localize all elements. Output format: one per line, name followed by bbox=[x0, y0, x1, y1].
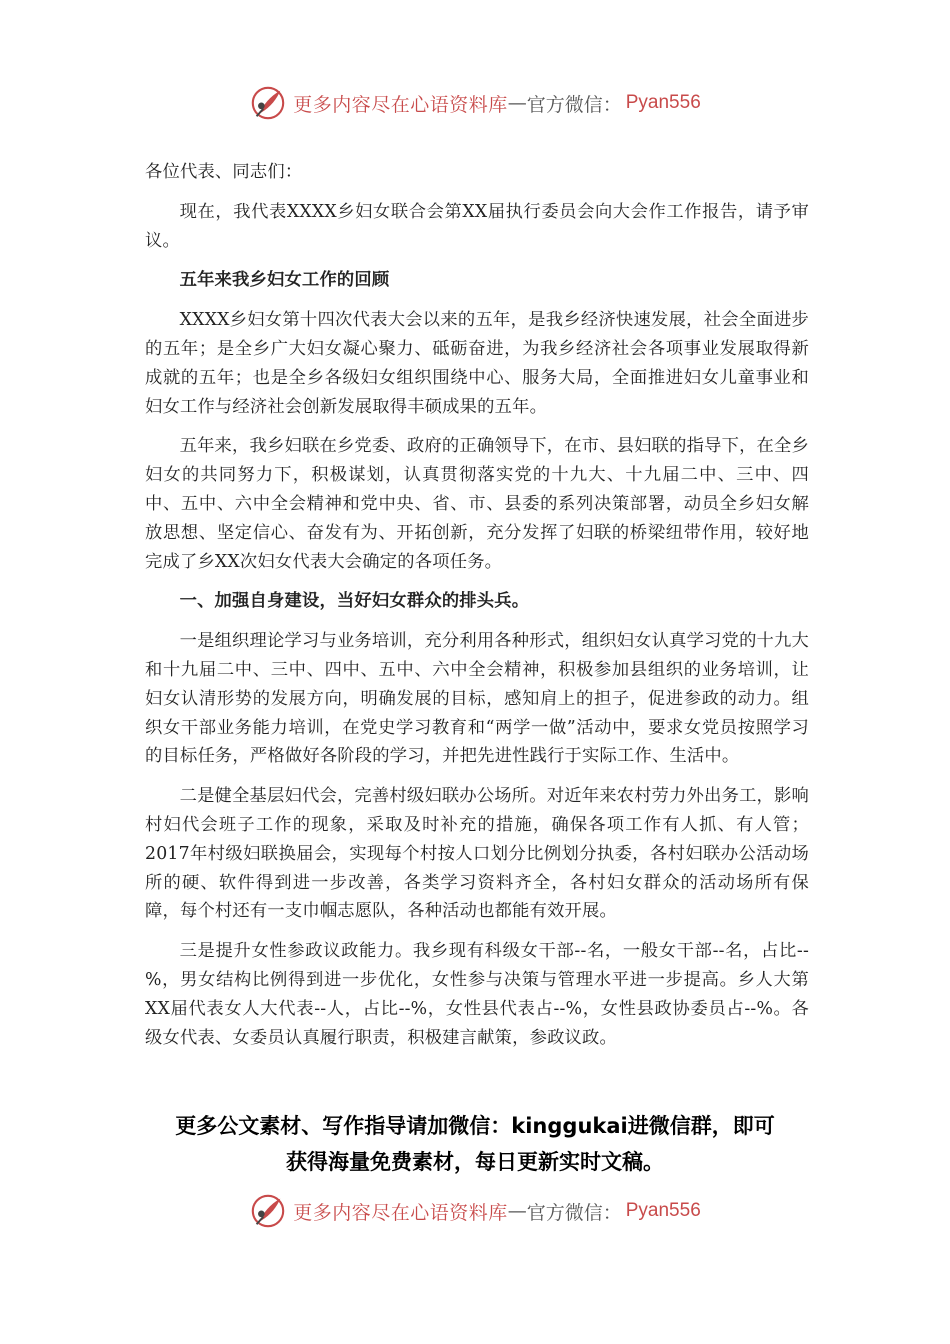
salutation: 各位代表、同志们： bbox=[145, 162, 303, 182]
body-paragraph: XXXX乡妇女第十四次代表大会以来的五年，是我乡经济快速发展，社会全面进步的五年；是全乡广大妇女凝心聚力、砥砺奋进，为我乡经济社会各项事业发展取得新成就的五年；也是全乡各级妇女组织围绕中心、服务大局，全面推进妇女儿童事业和妇女工作与经济社会创新发展取得丰硕成果的五年。 bbox=[145, 310, 809, 417]
footer-banner bbox=[0, 1189, 950, 1233]
banner-separator: — bbox=[507, 92, 527, 114]
section-heading: 五年来我乡妇女工作的回顾 bbox=[179, 270, 390, 291]
body-paragraph: 二是健全基层妇代会，完善村级妇联办公场所。对近年来农村劳力外出务工，影响村妇代会班子工作的现象，采取及时补充的措施，确保各项工作有人抓、有人管；2017年村级妇联换届会，实现每个村按人口划分比例划分执委，各村妇联办公活动场所的硬、软件得到进一步改善，各类学习资料齐全，各村妇女群众的活动场所有保障，每个村还有一支巾帼志愿队，各种活动也都能有效开展。 bbox=[145, 786, 809, 922]
banner-wechat-id: Pyan556 bbox=[625, 92, 701, 113]
banner-wechat-label: 官方微信： bbox=[526, 1201, 622, 1224]
body-paragraph: 三是提升女性参政议政能力。我乡现有科级女干部--名，一般女干部--名，占比--%，男女结构比例得到进一步优化，女性参与决策与管理水平进一步提高。乡人大第XX届代表女人大代表--人，占比--%，女性县代表占--%，女性县政协委员占--%。各级女代表、女委员认真履行职责，积极建言献策，参政议政。 bbox=[145, 941, 809, 1048]
feather-quill-logo-icon bbox=[249, 84, 287, 122]
body-paragraph: 五年来，我乡妇联在乡党委、政府的正确领导下，在市、县妇联的指导下，在全乡妇女的共同努力下，积极谋划，认真贯彻落实党的十九大、十九届二中、三中、四中、五中、六中全会精神和党中央、省、市、县委的系列决策部署，动员全乡妇女解放思想、坚定信心、奋发有为、开拓创新，充分发挥了妇联的桥梁纽带作用，较好地完成了乡XX次妇女代表大会确定的各项任务。 bbox=[145, 436, 809, 572]
promo-line-1: 更多公文素材、写作指导请加微信：kinggukai进微信群，即可 bbox=[175, 1114, 775, 1138]
header-banner bbox=[0, 81, 950, 125]
banner-wechat-label: 官方微信： bbox=[526, 93, 622, 116]
report-body bbox=[145, 158, 809, 1063]
banner-wechat-id: Pyan556 bbox=[625, 1200, 701, 1221]
banner-separator: — bbox=[507, 1200, 527, 1222]
banner-text: 更多内容尽在心语资料库 bbox=[293, 93, 508, 116]
banner-text: 更多内容尽在心语资料库 bbox=[293, 1201, 508, 1224]
body-paragraph: 一是组织理论学习与业务培训，充分利用各种形式，组织妇女认真学习党的十九大和十九届二中、三中、四中、五中、六中全会精神，积极参加县组织的业务培训，让妇女认清形势的发展方向，明确发展的目标，感知肩上的担子，促进参政的动力。组织女干部业务能力培训，在党史学习教育和“两学一做”活动中，要求女党员按照学习的目标任务，严格做好各阶段的学习，并把先进性践行于实际工作、生活中。 bbox=[145, 631, 809, 767]
subsection-heading: 一、加强自身建设，当好妇女群众的排头兵。 bbox=[179, 591, 530, 612]
feather-quill-logo-icon bbox=[249, 1192, 287, 1230]
promo-notice bbox=[120, 1108, 830, 1180]
promo-line-2: 获得海量免费素材，每日更新实时文稿。 bbox=[286, 1150, 664, 1174]
intro-paragraph: 现在，我代表XXXX乡妇女联合会第XX届执行委员会向大会作工作报告，请予审议。 bbox=[145, 201, 809, 251]
